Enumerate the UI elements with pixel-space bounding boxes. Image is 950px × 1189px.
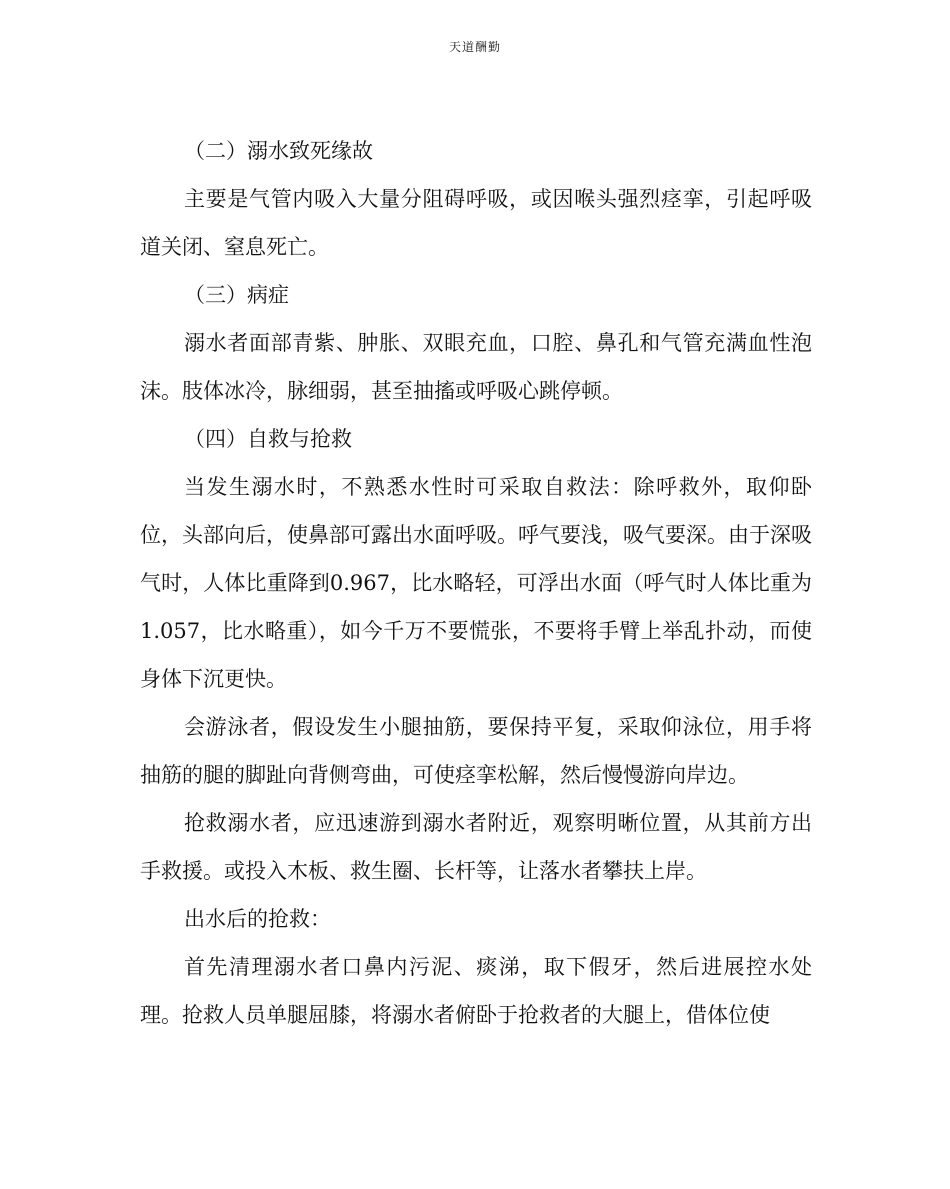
paragraph-after-water: 首先清理溺水者口鼻内污泥、痰涕，取下假牙，然后进展控水处理。抢救人员单腿屈膝，将溺水者俯卧于抢救者的大腿上，借体位使 [140,955,812,1027]
paragraph-cramp: 会游泳者，假设发生小腿抽筋，要保持平复，采取仰泳位，用手将抽筋的腿的脚趾向背侧弯曲，可使痉挛松解，然后慢慢游向岸边。 [140,715,812,787]
section-heading-symptoms: （三）病症 [184,283,289,307]
section-heading-rescue: （四）自救与抢救 [184,427,352,451]
paragraph-cause: 主要是气管内吸入大量分阻碍呼吸，或因喉头强烈痉挛，引起呼吸道关闭、窒息死亡。 [140,187,812,259]
paragraph-symptoms: 溺水者面部青紫、肿胀、双眼充血，口腔、鼻孔和气管充满血性泡沫。肢体冰冷，脉细弱，甚至抽搐或呼吸心跳停顿。 [140,331,812,403]
section-heading-cause: （二）溺水致死缘故 [184,139,373,163]
section-heading-after-water: 出水后的抢救： [184,907,331,931]
paragraph-self-rescue: 当发生溺水时，不熟悉水性时可采取自救法：除呼救外，取仰卧位，头部向后，使鼻部可露出水面呼吸。呼气要浅，吸气要深。由于深吸气时，人体比重降到0.967，比水略轻，可浮出水面（呼气时人体比重为1.057，比水略重），如今千万不要慌张，不要将手臂上举乱扑动，而使身体下沉更快。 [140,475,812,691]
paragraph-rescue-others: 抢救溺水者，应迅速游到溺水者附近，观察明晰位置，从其前方出手救援。或投入木板、救生圈、长杆等，让落水者攀扶上岸。 [140,811,812,883]
document-body [140,127,812,1039]
page-header: 天道酬勤 [448,40,501,54]
